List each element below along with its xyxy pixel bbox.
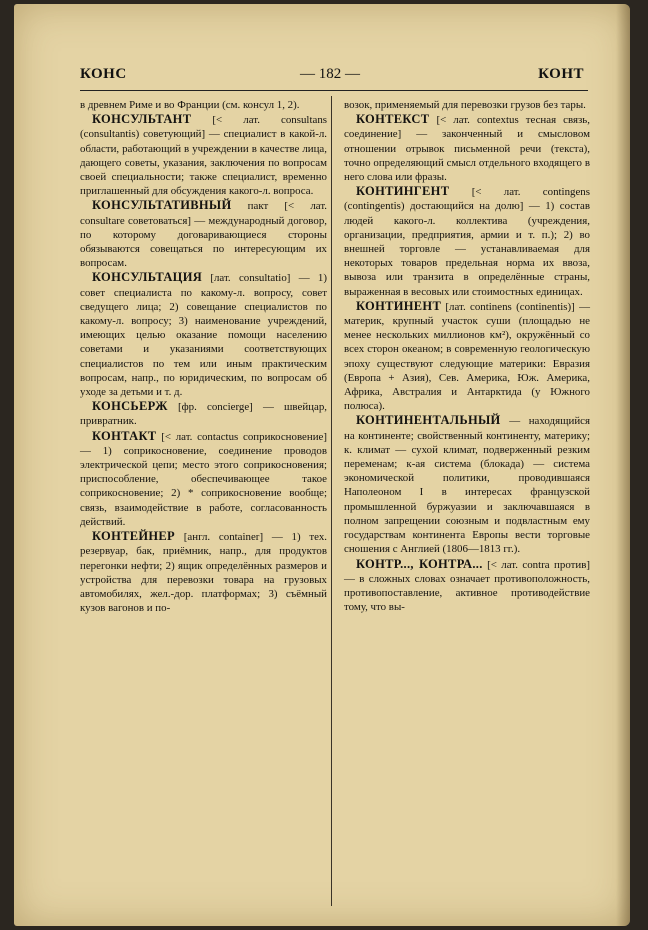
dictionary-entry: [80, 429, 327, 529]
header-right-word: КОНТ: [538, 66, 584, 82]
entry-definition: — находящийся на континенте; свойственный континенту, материку; к. климат — сухой климат, подверженный резким переменам; к-ая система (блокада) — система экономической политики, проводившаяся Наполеоном I в интересах французской промышленной буржуазии и заключавшаяся в полном запрещении союзным и подвластным ему государствам континента Европы вести торговые сношения с Англией (1806—1813 гг.).: [344, 415, 590, 556]
dictionary-entry: [80, 198, 327, 270]
book-page: [14, 4, 630, 926]
entry-headword: КОНТЕЙНЕР: [92, 529, 175, 544]
entry-headword: КОНСУЛЬТАЦИЯ: [92, 270, 203, 285]
entry-definition: [< лат. consultans (consultantis) советующий] — специалист в какой-л. области, работающий в учреждении в качестве лица, дающего советы, указания, заключения по вопросам своей специальности; также специалист, временно приглашенный для обсуждения какого-л. вопроса.: [80, 114, 327, 198]
entry-definition: в древнем Риме и во Франции (см. консул 1, 2).: [80, 99, 300, 111]
header-rule: [80, 90, 588, 91]
entry-headword: КОНТИНГЕНТ: [356, 184, 450, 199]
dictionary-entry: [344, 98, 590, 112]
entry-definition: [< лат. contra против] — в сложных словах означает противоположность, противопоставление, активное противодействие тому, что вы-: [344, 558, 590, 614]
dictionary-entry: [344, 557, 590, 615]
dictionary-entry: [80, 112, 327, 198]
entry-definition: [фр. concierge] — швейцар, привратник.: [80, 401, 327, 428]
entry-headword: КОНТР..., КОНТРА...: [356, 556, 483, 571]
entry-definition: возок, применяемый для перевозки грузов без тары.: [344, 99, 586, 111]
entry-definition: пакт [< лат. consultare советоваться] — международный договор, по которому договаривающиеся стороны обязываются совещаться по интересующим их вопросам.: [80, 200, 327, 270]
dictionary-entry: [80, 399, 327, 428]
entry-headword: КОНСЬЕРЖ: [92, 399, 168, 414]
entry-definition: [< лат. contactus соприкосновение] — 1) соприкосновение, соединение проводов электрической цепи; место этого соприкосновения; приспособление, обеспечивающее такое соприкосновение; 2) * соприкосновение вообще; связь, взаимодействие в работе, согласованность действий.: [80, 430, 327, 528]
dictionary-entry: [344, 184, 590, 299]
entry-definition: [англ. container] — 1) тех. резервуар, бак, приёмник, напр., для продуктов перегонки нефти; 2) ящик определённых размеров и устройства для перевозки товара на грузовых автомобилях, жел.-дор. платформах; 3) съёмный кузов вагонов и по-: [80, 531, 327, 615]
right-column: [344, 98, 590, 614]
column-divider: [331, 96, 332, 906]
page-number: — 182 —: [300, 66, 360, 82]
dictionary-entry: [80, 98, 327, 112]
entry-headword: КОНСУЛЬТАТИВНЫЙ: [92, 198, 232, 213]
dictionary-entry: [80, 529, 327, 615]
entry-definition: [< лат. contextus тесная связь, соединение] — законченный и смысловом отношении отрывок письменной речи (текста), точно определяющий смысл отдельного входящего в него слова или фразы.: [344, 114, 590, 184]
entry-definition: [лат. consultatio] — 1) совет специалиста по какому-л. вопросу, совет сведущего лица; 2) совещание специалистов по какому-л. вопросу; 3) наименование учреждений, имеющих целью оказание помощи населению советами и указаниями соответствующих специалистов по тем или иным практическим вопросам, напр., по юридическим, по вопросам об уходе за детьми и т. д.: [80, 272, 327, 399]
entry-headword: КОНТАКТ: [92, 428, 157, 443]
running-header: [80, 66, 584, 88]
entry-headword: КОНТЕКСТ: [356, 112, 430, 127]
entry-headword: КОНТИНЕНТАЛЬНЫЙ: [356, 413, 501, 428]
entry-definition: [< лат. contingens (contingentis) достающийся на долю] — 1) состав людей какого-л. коллектива (учреждения, организации, предприятия, армии и т. п.); 2) во внешней торговле — устанавливаемая для некоторых товаров предельная норма их ввоза, вывоза или транзита в определённые страны, выраженная в весовых или стоимостных единицах.: [344, 186, 590, 298]
header-left-word: КОНС: [80, 66, 127, 82]
entry-headword: КОНТИНЕНТ: [356, 298, 442, 313]
page-edge-shadow: [616, 4, 630, 926]
dictionary-entry: [80, 270, 327, 399]
dictionary-entry: [344, 299, 590, 414]
left-column: [80, 98, 327, 615]
entry-headword: КОНСУЛЬТАНТ: [92, 112, 192, 127]
dictionary-entry: [344, 112, 590, 184]
entry-definition: [лат. continens (continentis)] — материк, крупный участок суши (площадью не менее нескольких миллионов км²), окружённый со всех сторон океаном; в современную геологическую эпоху существуют следующие материки: Евразия (Европа + Азия), Сев. Америка, Юж. Америка, Африка, Австралия и Антарктида (у Южного полюса).: [344, 300, 590, 413]
dictionary-entry: [344, 413, 590, 556]
